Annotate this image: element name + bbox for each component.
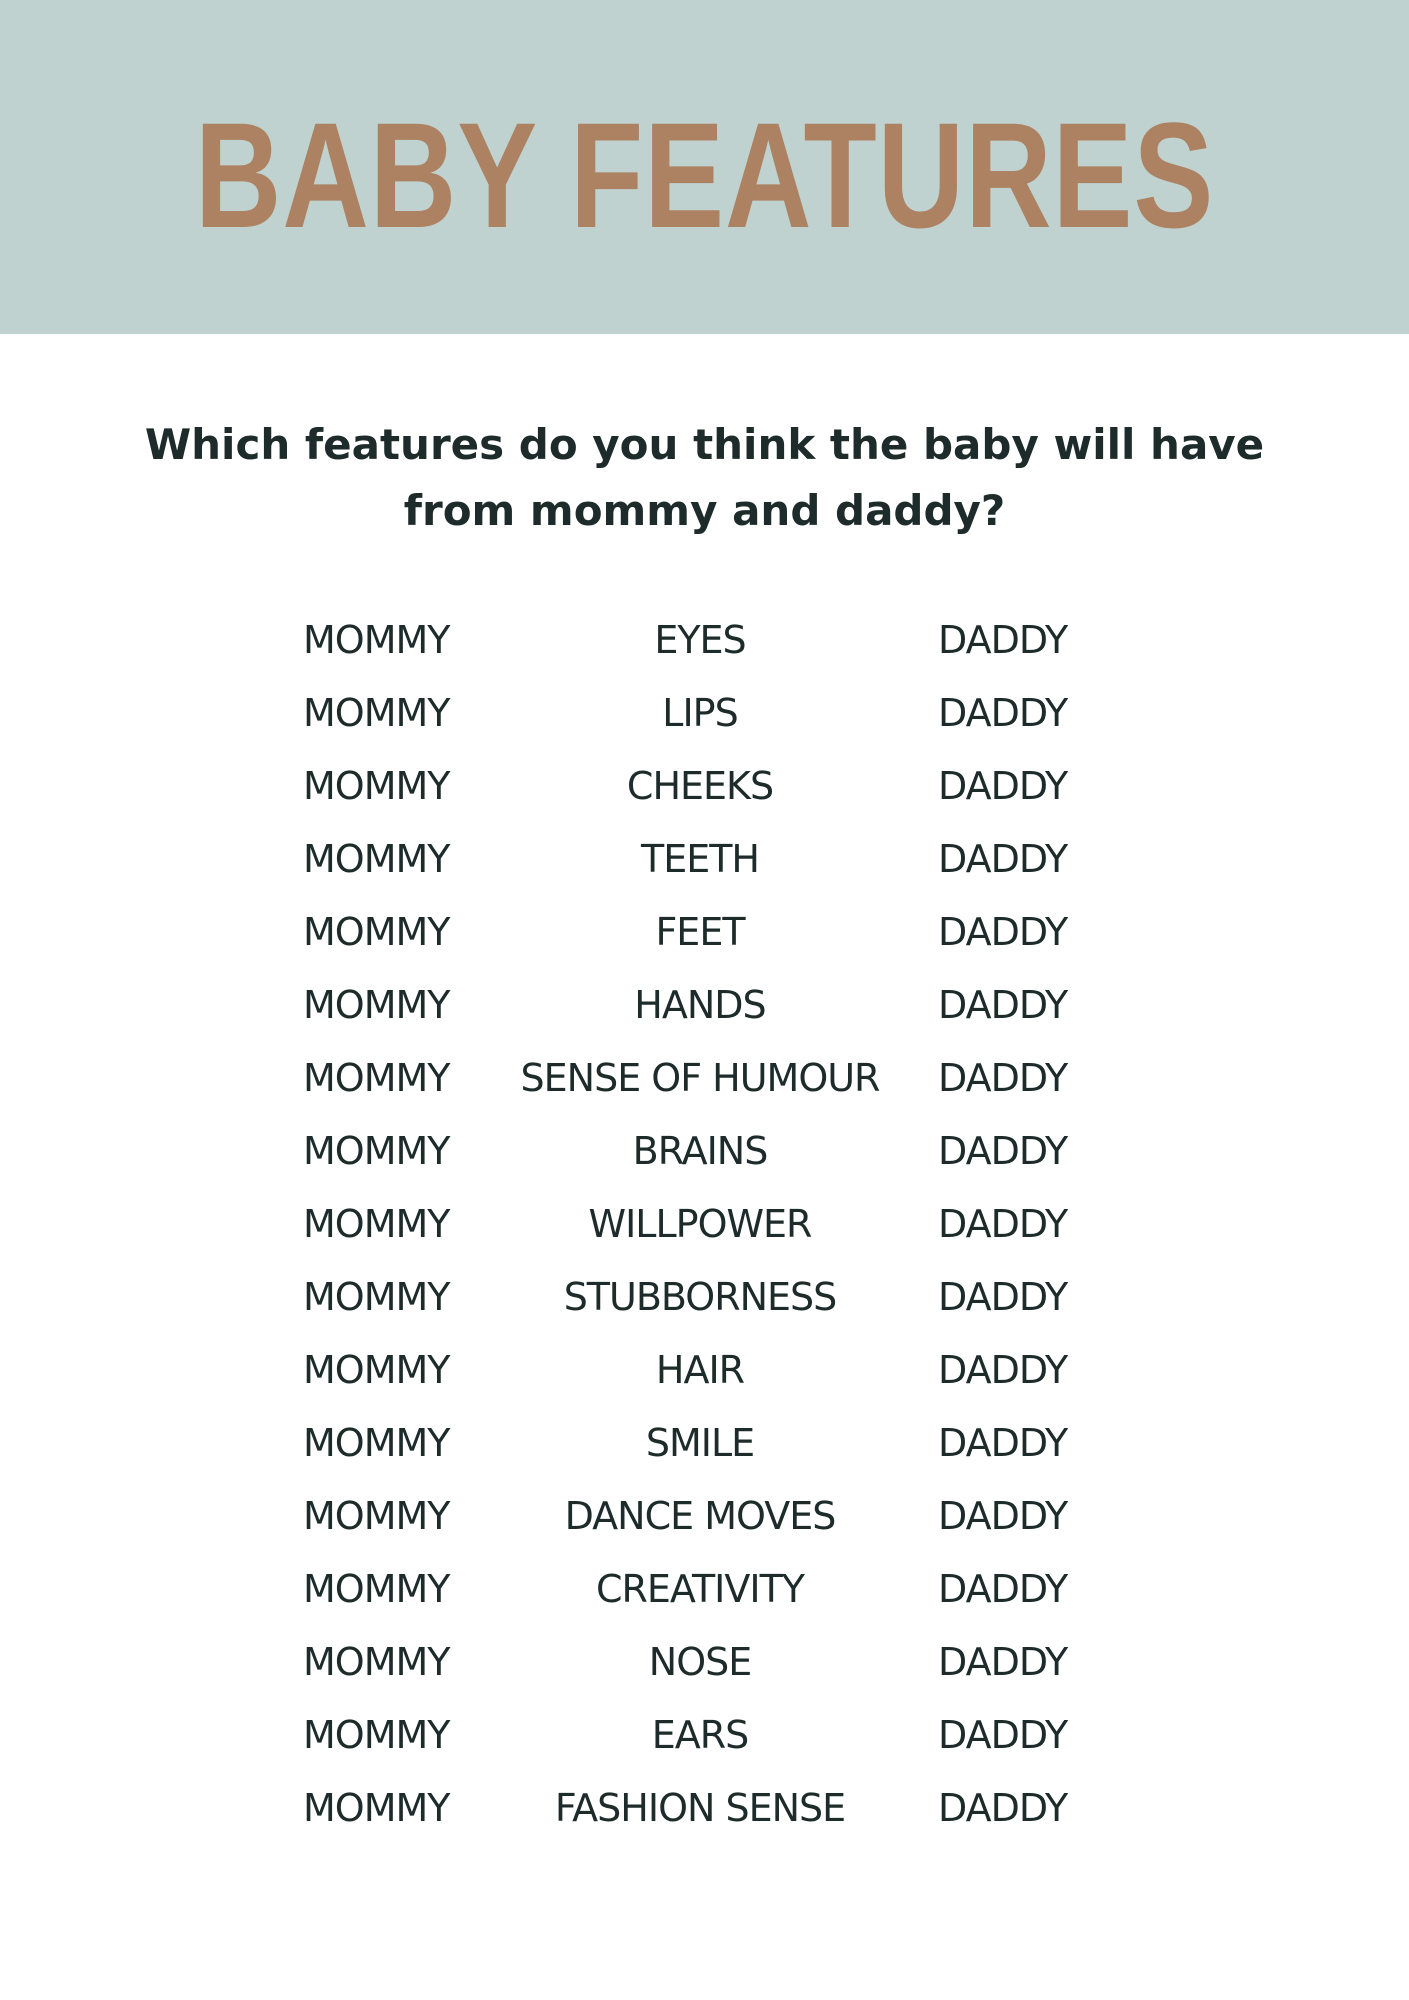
daddy-option[interactable]: DADDY <box>938 983 1068 1027</box>
mommy-option[interactable]: MOMMY <box>303 1786 450 1830</box>
feature-row <box>0 1413 1409 1486</box>
mommy-option[interactable]: MOMMY <box>303 1202 450 1246</box>
feature-label: STUBBORNESS <box>563 1275 837 1319</box>
feature-row <box>0 1121 1409 1194</box>
feature-label: TEETH <box>640 837 760 881</box>
daddy-option[interactable]: DADDY <box>938 691 1068 735</box>
mommy-option[interactable]: MOMMY <box>303 1421 450 1465</box>
daddy-option[interactable]: DADDY <box>938 1494 1068 1538</box>
feature-label: BRAINS <box>632 1129 768 1173</box>
feature-label: SMILE <box>645 1421 755 1465</box>
feature-row <box>0 1340 1409 1413</box>
mommy-option[interactable]: MOMMY <box>303 910 450 954</box>
mommy-option[interactable]: MOMMY <box>303 691 450 735</box>
mommy-option[interactable]: MOMMY <box>303 1713 450 1757</box>
feature-row <box>0 1194 1409 1267</box>
daddy-option[interactable]: DADDY <box>938 1713 1068 1757</box>
feature-label: FASHION SENSE <box>554 1786 846 1830</box>
feature-label: SENSE OF HUMOUR <box>520 1056 880 1100</box>
mommy-option[interactable]: MOMMY <box>303 764 450 808</box>
daddy-option[interactable]: DADDY <box>938 1056 1068 1100</box>
feature-label: CHEEKS <box>626 764 774 808</box>
daddy-option[interactable]: DADDY <box>938 910 1068 954</box>
feature-row <box>0 975 1409 1048</box>
feature-row <box>0 610 1409 683</box>
feature-row <box>0 1705 1409 1778</box>
feature-row <box>0 902 1409 975</box>
mommy-option[interactable]: MOMMY <box>303 1494 450 1538</box>
feature-label: CREATIVITY <box>595 1567 805 1611</box>
feature-label: NOSE <box>648 1640 752 1684</box>
feature-label: HAIR <box>655 1348 745 1392</box>
feature-row <box>0 1632 1409 1705</box>
feature-row <box>0 1486 1409 1559</box>
daddy-option[interactable]: DADDY <box>938 618 1068 662</box>
feature-label: DANCE MOVES <box>564 1494 836 1538</box>
feature-row <box>0 1778 1409 1851</box>
feature-label: FEET <box>655 910 745 954</box>
feature-label: LIPS <box>662 691 738 735</box>
feature-list <box>0 610 1409 1851</box>
daddy-option[interactable]: DADDY <box>938 1567 1068 1611</box>
daddy-option[interactable]: DADDY <box>938 1421 1068 1465</box>
feature-row <box>0 1559 1409 1632</box>
mommy-option[interactable]: MOMMY <box>303 1348 450 1392</box>
feature-row <box>0 829 1409 902</box>
question-text: Which features do you think the baby will have from mommy and daddy? <box>144 420 1265 535</box>
feature-label: EARS <box>651 1713 749 1757</box>
feature-label: HANDS <box>634 983 766 1027</box>
mommy-option[interactable]: MOMMY <box>303 1056 450 1100</box>
mommy-option[interactable]: MOMMY <box>303 618 450 662</box>
feature-row <box>0 756 1409 829</box>
daddy-option[interactable]: DADDY <box>938 1786 1068 1830</box>
daddy-option[interactable]: DADDY <box>938 837 1068 881</box>
mommy-option[interactable]: MOMMY <box>303 1275 450 1319</box>
daddy-option[interactable]: DADDY <box>938 1202 1068 1246</box>
mommy-option[interactable]: MOMMY <box>303 837 450 881</box>
page-title: BABY FEATURES <box>194 91 1215 259</box>
feature-row <box>0 1267 1409 1340</box>
mommy-option[interactable]: MOMMY <box>303 1567 450 1611</box>
daddy-option[interactable]: DADDY <box>938 1640 1068 1684</box>
mommy-option[interactable]: MOMMY <box>303 1129 450 1173</box>
header-band <box>0 0 1409 334</box>
feature-label: EYES <box>654 618 746 662</box>
mommy-option[interactable]: MOMMY <box>303 983 450 1027</box>
feature-label: WILLPOWER <box>588 1202 812 1246</box>
feature-row <box>0 1048 1409 1121</box>
feature-row <box>0 683 1409 756</box>
daddy-option[interactable]: DADDY <box>938 1348 1068 1392</box>
daddy-option[interactable]: DADDY <box>938 764 1068 808</box>
daddy-option[interactable]: DADDY <box>938 1275 1068 1319</box>
daddy-option[interactable]: DADDY <box>938 1129 1068 1173</box>
mommy-option[interactable]: MOMMY <box>303 1640 450 1684</box>
